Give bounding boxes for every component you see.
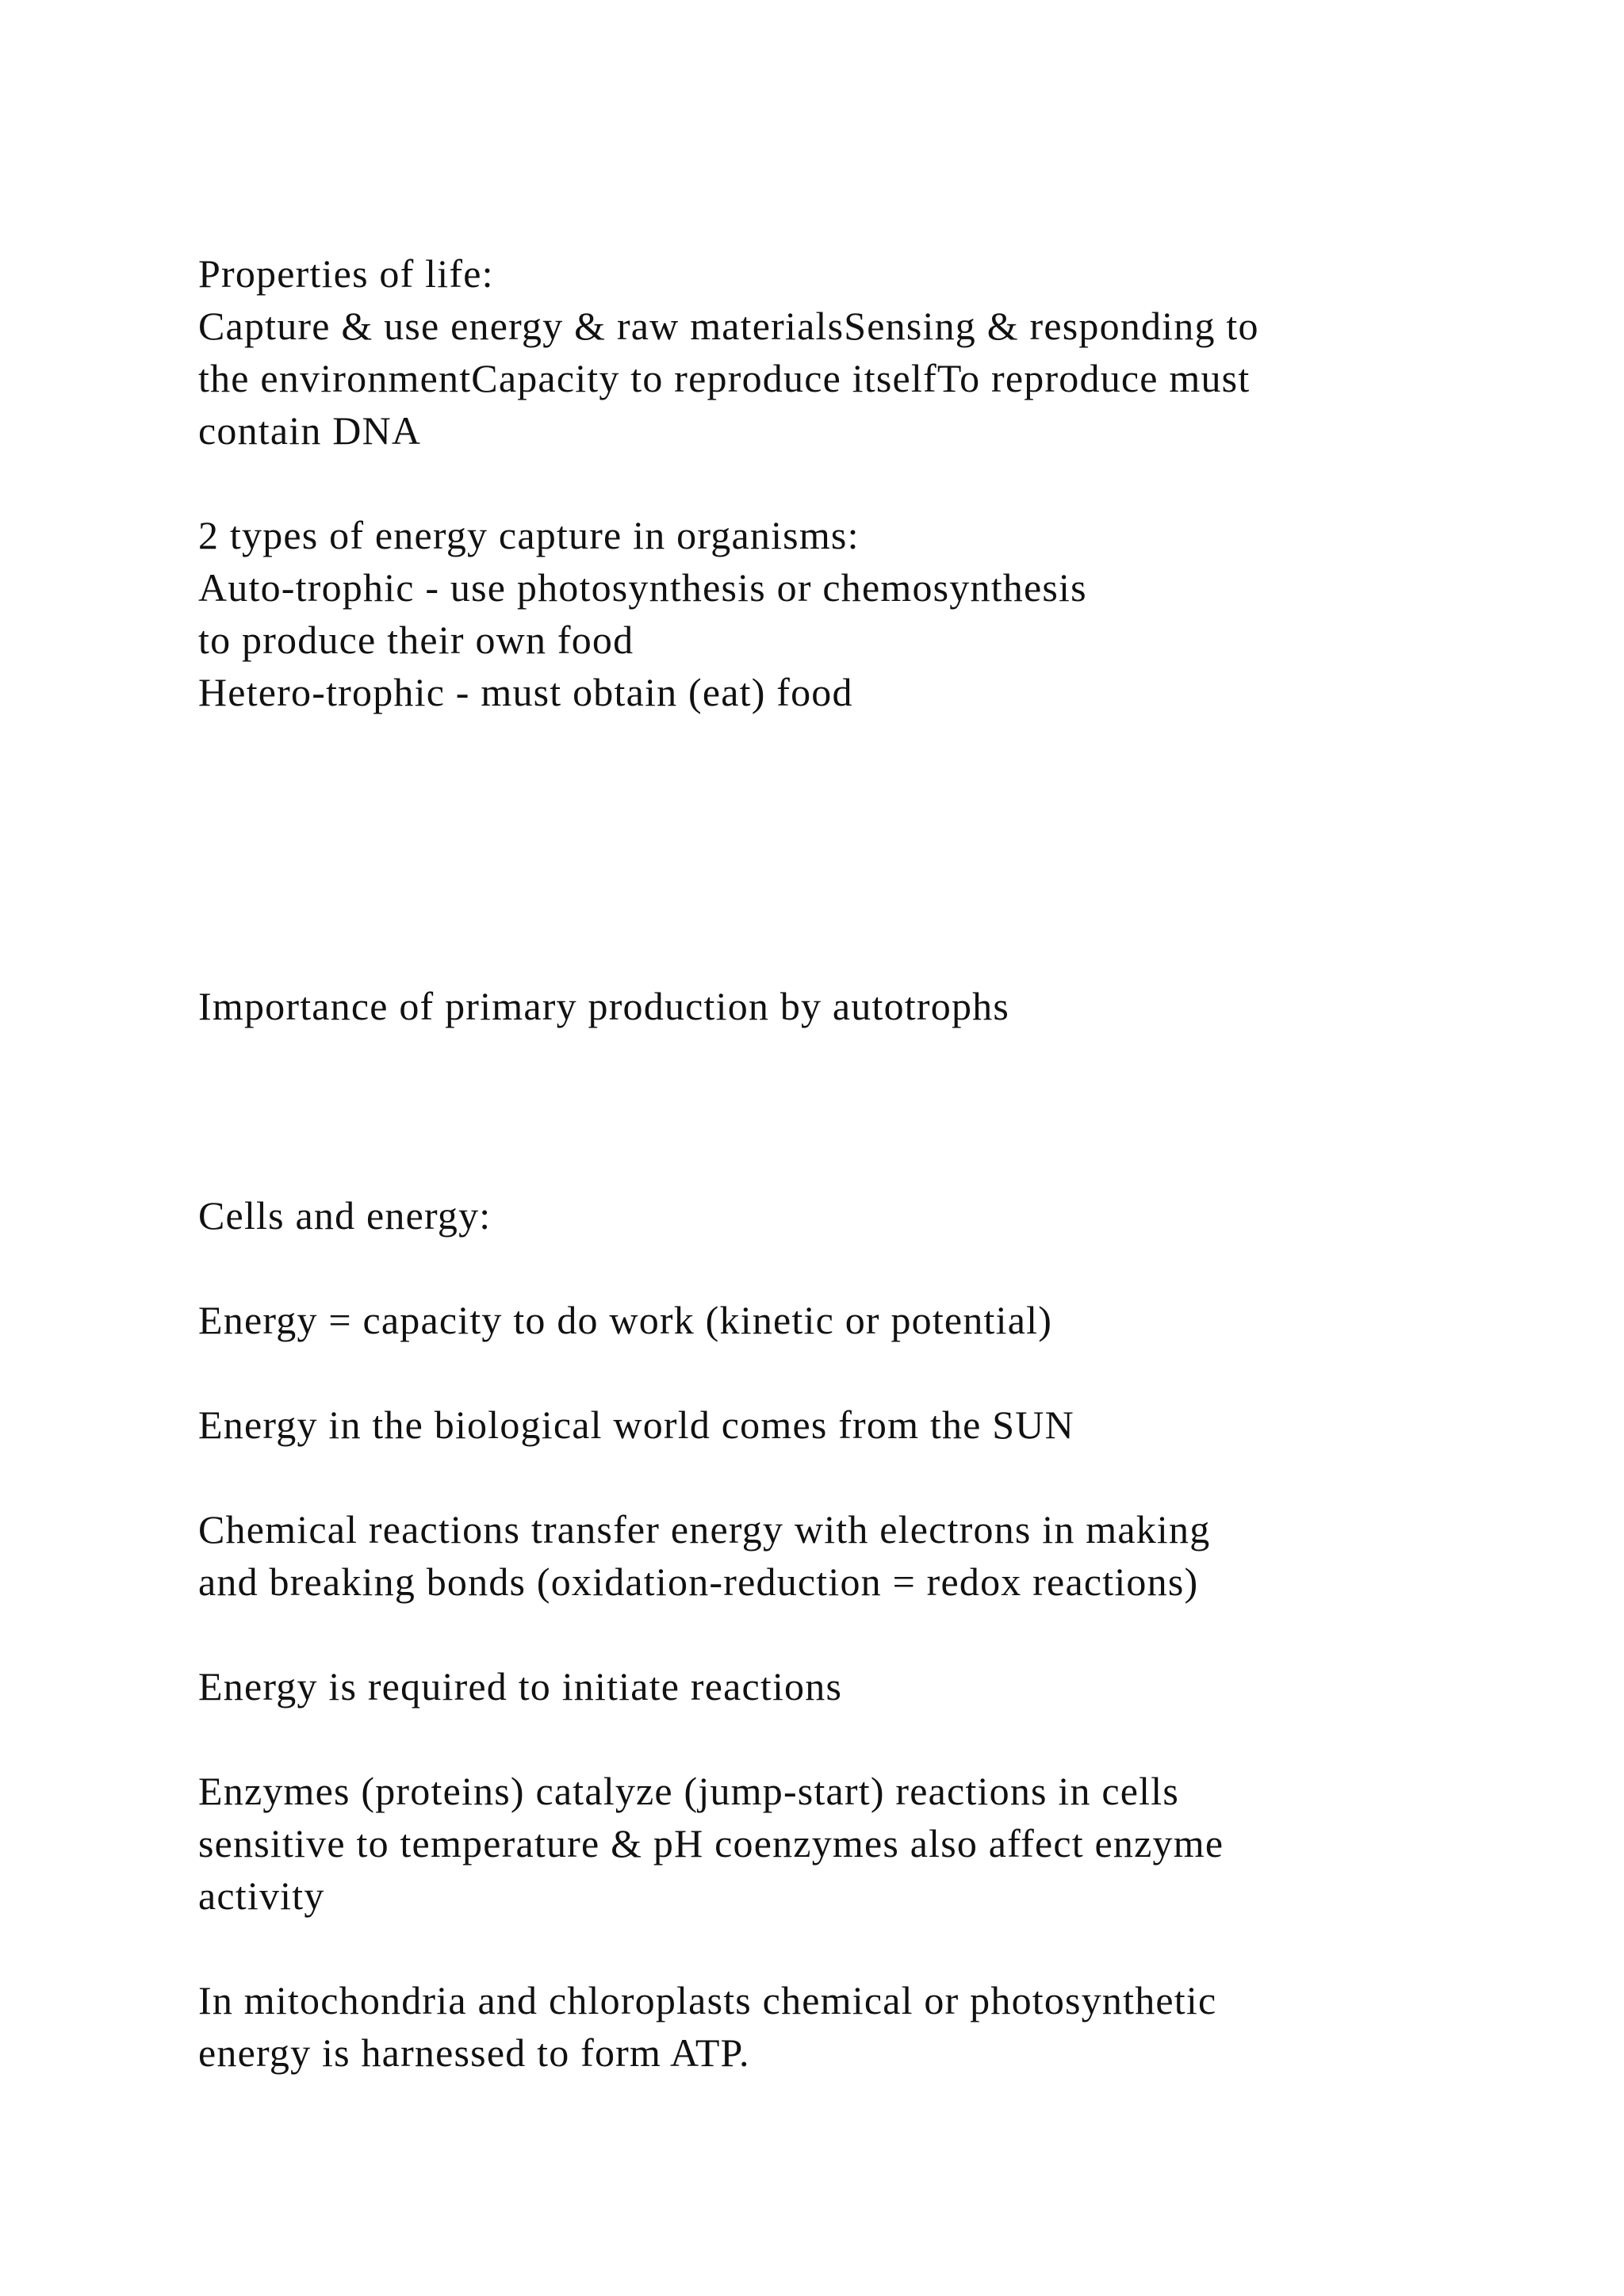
atp-line-2: energy is harnessed to form ATP. <box>198 2030 750 2075</box>
initiate-reactions-line: Energy is required to initiate reactions <box>198 1664 843 1709</box>
energy-capture-heading: 2 types of energy capture in organisms: <box>198 513 860 557</box>
primary-production-heading: Importance of primary production by autotrophs <box>198 984 1009 1028</box>
energy-definition-line: Energy = capacity to do work (kinetic or potential) <box>198 1298 1053 1342</box>
properties-line-3: contain DNA <box>198 408 422 453</box>
energy-source-line: Energy in the biological world comes from the SUN <box>198 1402 1074 1447</box>
enzymes-line-1: Enzymes (proteins) catalyze (jump-start) reactions in cells <box>198 1769 1180 1813</box>
properties-line-2: the environmentCapacity to reproduce itselfTo reproduce must <box>198 356 1251 400</box>
enzymes-line-2: sensitive to temperature & pH coenzymes also affect enzyme <box>198 1821 1224 1866</box>
atp-line-1: In mitochondria and chloroplasts chemical or photosynthetic <box>198 1978 1217 2022</box>
enzymes-line-3: activity <box>198 1873 325 1918</box>
redox-line-1: Chemical reactions transfer energy with electrons in making <box>198 1507 1211 1552</box>
redox-line-2: and breaking bonds (oxidation-reduction = redox reactions) <box>198 1559 1199 1604</box>
autotrophic-line-1: Auto-trophic - use photosynthesis or chemosynthesis <box>198 565 1087 610</box>
properties-of-life-heading: Properties of life: <box>198 251 494 296</box>
properties-line-1: Capture & use energy & raw materialsSensing & responding to <box>198 304 1259 348</box>
autotrophic-line-2: to produce their own food <box>198 618 634 662</box>
heterotrophic-line: Hetero-trophic - must obtain (eat) food <box>198 670 853 714</box>
cells-and-energy-heading: Cells and energy: <box>198 1193 492 1238</box>
